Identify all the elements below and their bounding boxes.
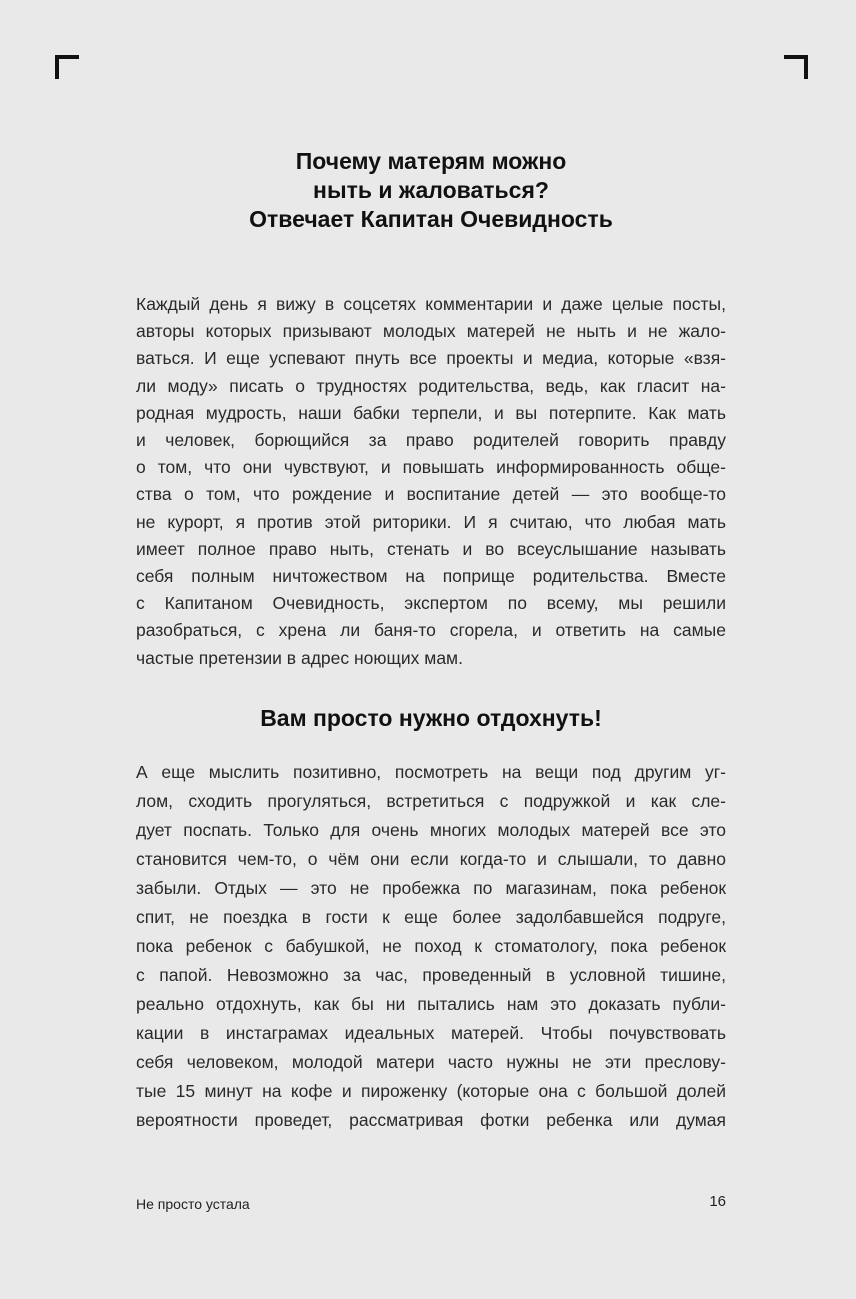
crop-mark-top-left (55, 55, 79, 79)
text-line: о том, что они чувствуют, и повышать информированность обще- (136, 457, 726, 478)
text-line: тые 15 минут на кофе и пироженку (которые она с большой долей (136, 1081, 726, 1101)
text-line: забыли. Отдых — это не пробежка по магазинам, пока ребенок (136, 878, 726, 898)
chapter-title-line: Отвечает Капитан Очевидность (249, 206, 613, 232)
text-line: с Капитаном Очевидность, экспертом по всему, мы решили (136, 593, 726, 614)
text-line: себя полным ничтожеством на поприще родительства. Вместе (136, 566, 726, 587)
text-line: родная мудрость, наши бабки терпели, и вы потерпите. Как мать (136, 402, 726, 423)
text-line: становится чем-то, о чём они если когда-то и слышали, то давно (136, 849, 726, 869)
text-line: и человек, борющийся за право родителей говорить правду (136, 430, 726, 451)
text-line: спит, не поездка в гости к еще более задолбавшейся подруге, (136, 907, 726, 927)
text-line: авторы которых призывают молодых матерей не ныть и не жало- (136, 321, 726, 342)
text-line: дует поспать. Только для очень многих молодых матерей все это (136, 820, 726, 840)
text-line: А еще мыслить позитивно, посмотреть на вещи под другим уг- (136, 762, 726, 782)
text-line: Каждый день я вижу в соцсетях комментарии и даже целые посты, (136, 294, 726, 314)
page-number: 16 (709, 1193, 726, 1210)
text-line: реально отдохнуть, как бы ни пытались нам это доказать публи- (136, 994, 726, 1014)
text-line: вероятности проведет, рассматривая фотки ребенка или думая (136, 1110, 726, 1130)
text-line: кации в инстаграмах идеальных матерей. Чтобы почувствовать (136, 1023, 726, 1043)
section-heading: Вам просто нужно отдохнуть! (260, 705, 602, 731)
text-line: имеет полное право ныть, стенать и во всеуслышание называть (136, 538, 726, 559)
intro-paragraph (136, 291, 726, 672)
text-line: не курорт, я против этой риторики. И я считаю, что любая мать (136, 511, 726, 532)
text-line: себя человеком, молодой матери часто нужны не эти преслову- (136, 1052, 726, 1072)
text-line: пока ребенок с бабушкой, не поход к стоматологу, пока ребенок (136, 936, 726, 956)
text-line: с папой. Невозможно за час, проведенный в условной тишине, (136, 965, 726, 985)
body-paragraph (136, 758, 726, 1135)
text-line: частые претензии в адрес ноющих мам. (136, 647, 463, 668)
chapter-title-line: ныть и жаловаться? (313, 177, 549, 203)
text-line: ваться. И еще успевают пнуть все проекты и медиа, которые «взя- (136, 348, 726, 369)
text-line: ства о том, что рождение и воспитание детей — это вообще-то (136, 484, 726, 505)
text-line: ли моду» писать о трудностях родительства, ведь, как гласит на- (136, 375, 726, 396)
chapter-title-line: Почему матерям можно (295, 148, 567, 174)
crop-mark-top-right (784, 55, 808, 79)
footer-book-title: Не просто устала (136, 1196, 250, 1212)
text-line: лом, сходить прогуляться, встретиться с подружкой и как сле- (136, 791, 726, 811)
text-line: разобраться, с хрена ли баня-то сгорела, и ответить на самые (136, 620, 726, 641)
chapter-title (136, 147, 726, 234)
